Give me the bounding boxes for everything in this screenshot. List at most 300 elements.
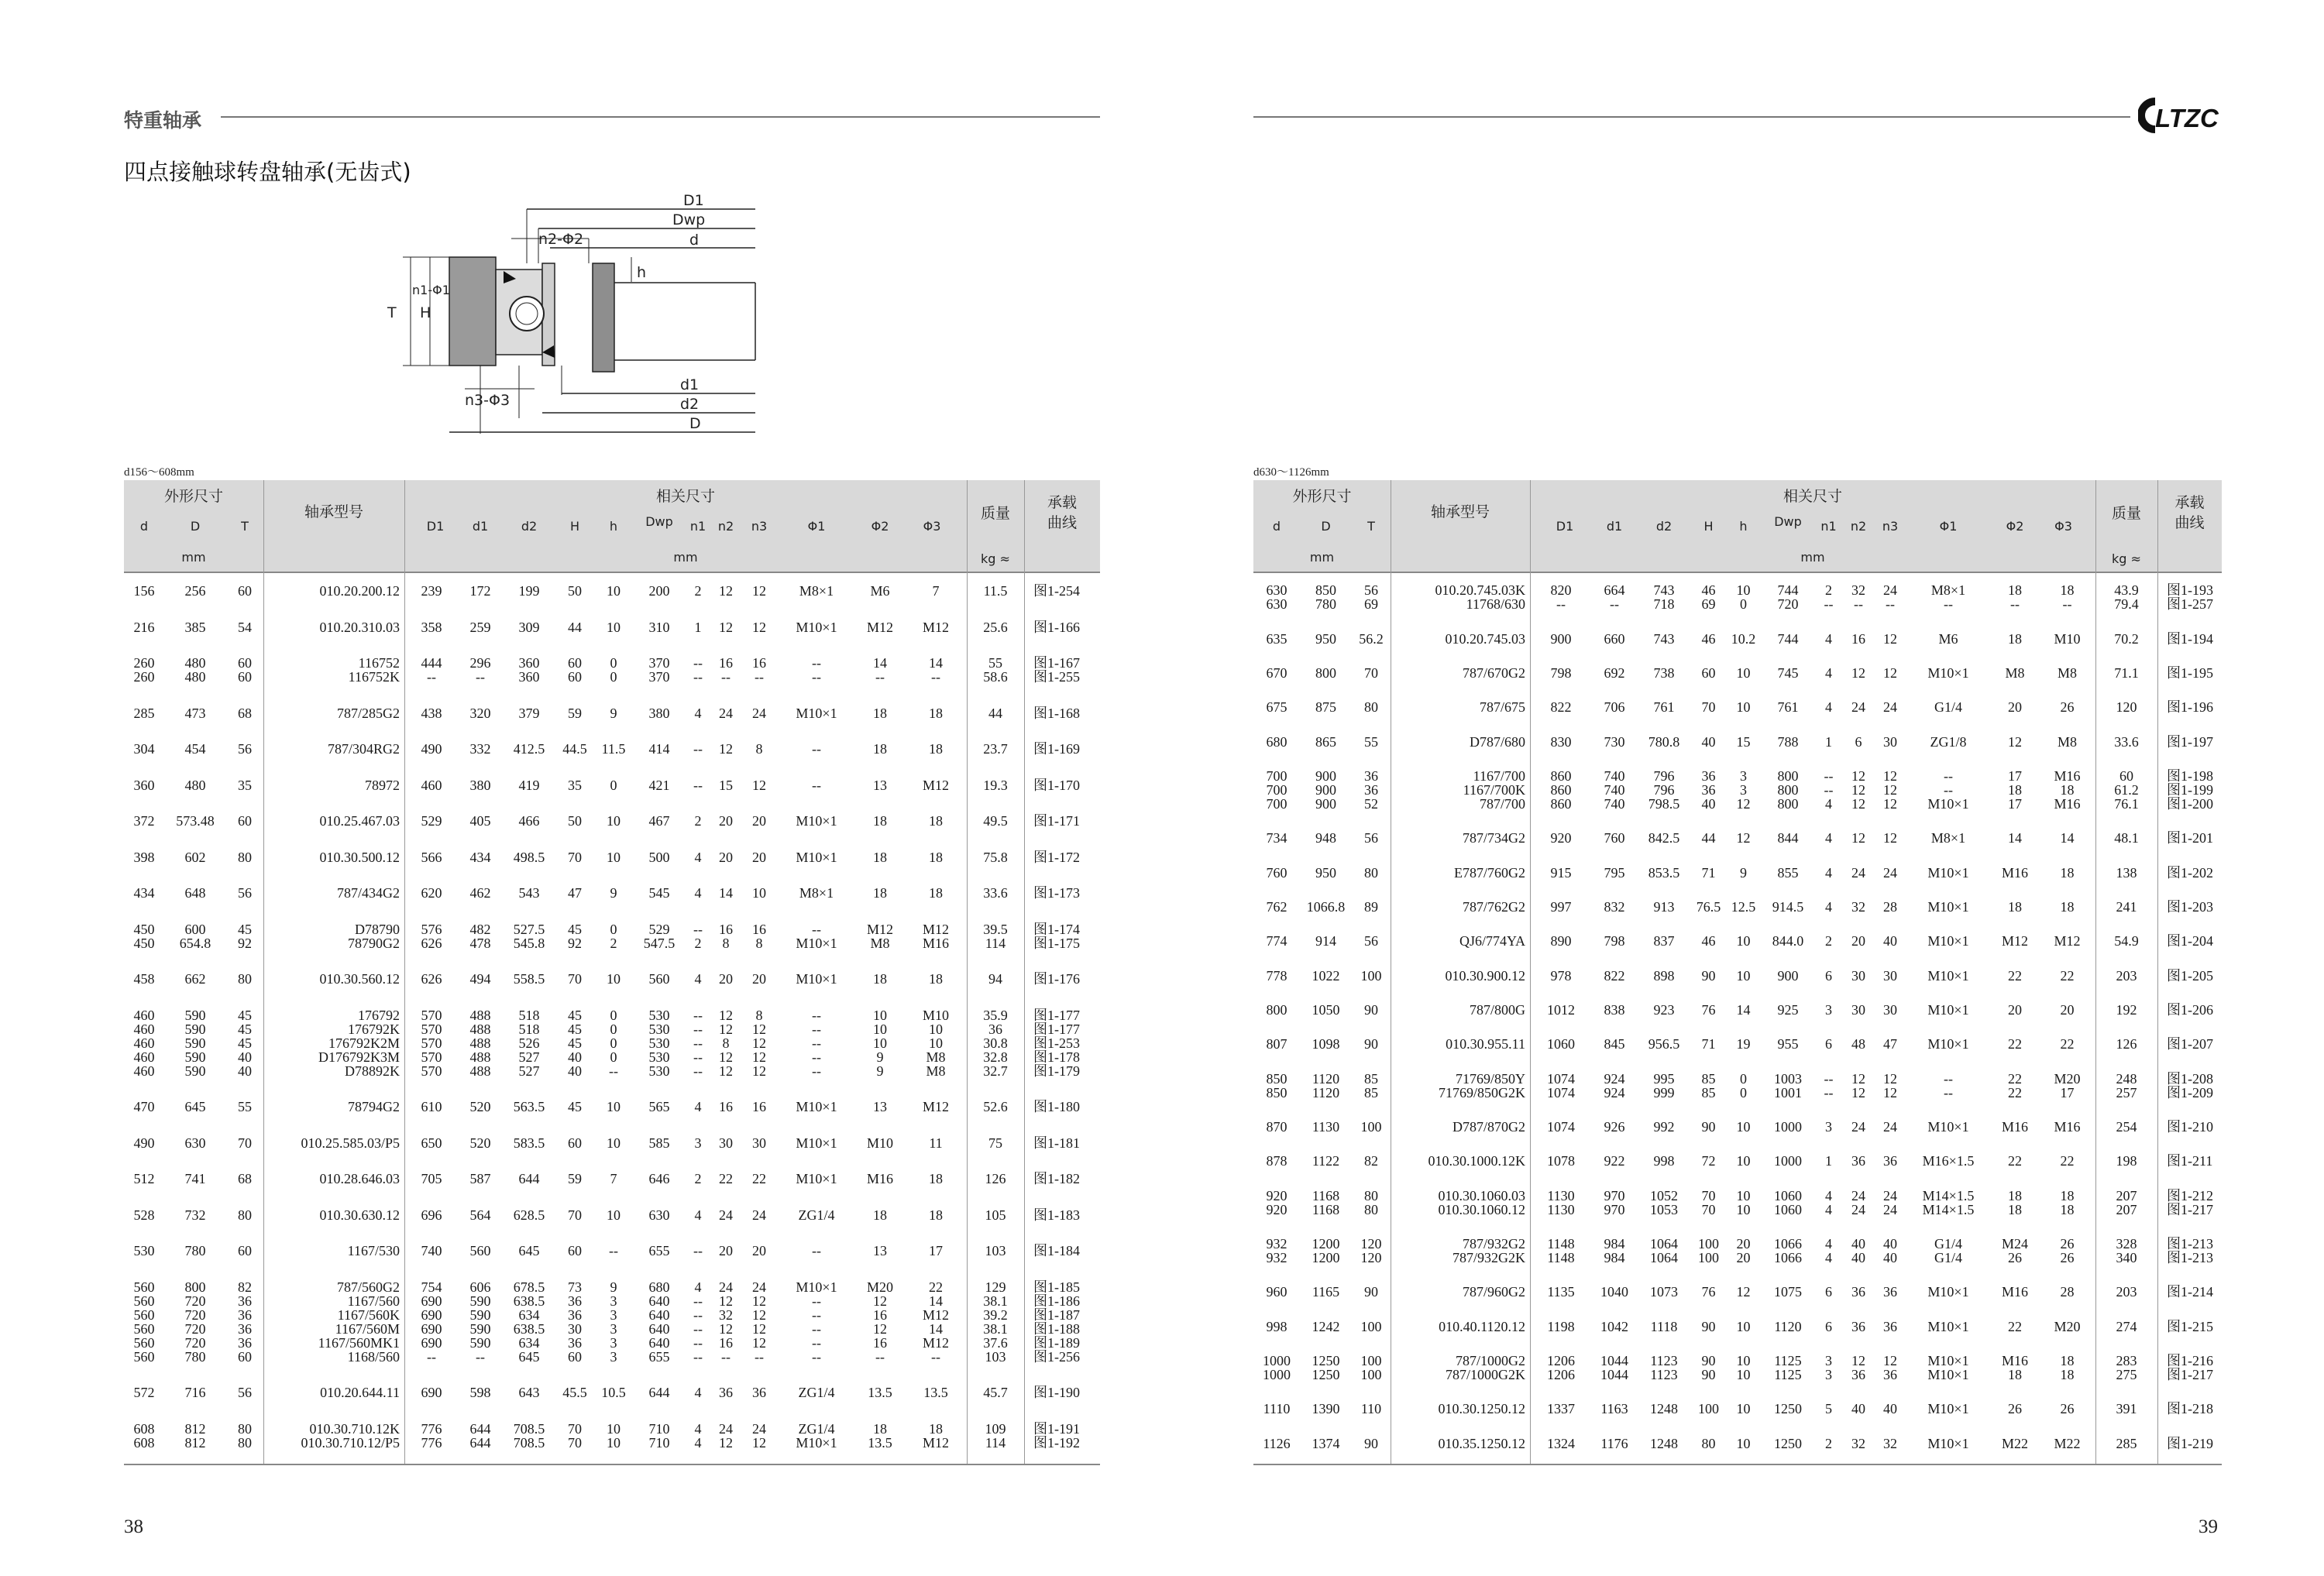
table-cell: 950: [1315, 864, 1336, 881]
table-cell: 878: [1266, 1153, 1287, 1169]
table-cell: ZG1/4: [798, 1207, 835, 1223]
table-cell: 4: [694, 1385, 702, 1401]
label-n1: n1-Φ1: [412, 283, 450, 297]
table-cell: 12 12 12: [1883, 767, 1897, 812]
table-cell: 421: [648, 777, 670, 793]
table-cell: 4: [694, 1099, 702, 1115]
table-cell: 1064 1064: [1650, 1236, 1678, 1266]
table-cell: 482 478: [469, 921, 491, 951]
left-table-bottom: [124, 1464, 1100, 1465]
table-cell: 662: [184, 971, 206, 987]
table-cell: 9: [1740, 864, 1747, 881]
table-cell: E787/760G2: [1454, 864, 1525, 881]
table-cell: 795: [1604, 864, 1625, 881]
table-cell: 11.5: [601, 741, 626, 757]
table-row: [124, 912, 1100, 962]
table-cell: 18: [2008, 898, 2022, 915]
right-unit-kg: kg ≈: [2112, 551, 2141, 566]
table-cell: 10: [607, 971, 621, 987]
table-cell: 800 800 800: [1777, 767, 1799, 812]
table-cell: 010.30.1000.12K: [1428, 1153, 1525, 1169]
table-cell: 434: [133, 885, 155, 901]
table-cell: 807: [1266, 1036, 1287, 1052]
left-data-table: [124, 573, 1100, 1461]
table-row: [124, 1125, 1100, 1162]
table-cell: 9: [610, 885, 617, 901]
table-cell: 865: [1315, 733, 1336, 750]
table-cell: 398: [133, 849, 155, 865]
table-cell: 100 100: [1698, 1236, 1719, 1266]
table-cell: 560: [469, 1243, 491, 1259]
table-cell: 26: [2060, 699, 2075, 716]
table-cell: 15: [1736, 733, 1751, 750]
table-cell: M20: [2054, 1318, 2081, 1334]
table-cell: 45 92: [568, 921, 582, 951]
table-cell: 1167/530: [347, 1243, 400, 1259]
table-cell: 530 530 530 530 530: [648, 1007, 670, 1079]
table-cell: 40: [1851, 1401, 1865, 1417]
table-cell: 图1-167 图1-255: [1033, 655, 1080, 685]
table-cell: M16: [2054, 1118, 2081, 1135]
table-cell: 图1-196: [2167, 699, 2213, 716]
table-cell: 10: [607, 1099, 621, 1115]
table-cell: 610: [421, 1099, 442, 1115]
left-unit-mm-2: mm: [673, 550, 698, 565]
table-cell: 199: [518, 583, 540, 599]
table-cell: 4: [1825, 630, 1832, 647]
table-cell: 1110: [1263, 1401, 1291, 1417]
table-cell: 7: [610, 1171, 617, 1187]
table-cell: 12: [752, 619, 766, 635]
table-cell: 22: [2008, 967, 2022, 984]
table-row: [124, 1411, 1100, 1461]
table-cell: 12: [1851, 664, 1865, 681]
table-cell: 1126: [1263, 1435, 1291, 1451]
table-cell: -- --: [1944, 1070, 1953, 1100]
table-cell: 467: [648, 813, 670, 829]
table-cell: 12: [752, 777, 766, 793]
table-cell: 998: [1653, 1153, 1675, 1169]
table-row: [1253, 1275, 2222, 1309]
table-cell: 48.1: [2114, 830, 2139, 846]
table-cell: 12: [752, 583, 766, 599]
table-cell: ZG1/8: [1930, 733, 1967, 750]
table-cell: M8: [2057, 664, 2077, 681]
table-cell: 583.5: [513, 1135, 545, 1151]
table-cell: 12: [1736, 830, 1751, 846]
table-cell: 203: [2116, 1284, 2137, 1300]
table-cell: 图1-216 图1-217: [2167, 1353, 2213, 1383]
table-cell: 10: [607, 849, 621, 865]
table-cell: 997: [1550, 898, 1572, 915]
table-cell: 70: [568, 971, 582, 987]
table-cell: 010.30.560.12: [319, 971, 400, 987]
table-cell: 138: [2116, 864, 2137, 881]
table-cell: 956.5: [1648, 1036, 1680, 1052]
table-cell: 图1-191 图1-192: [1033, 1420, 1080, 1451]
table-cell: 738: [1653, 664, 1675, 681]
table-cell: 24: [1851, 864, 1865, 881]
table-cell: 22: [2060, 1036, 2075, 1052]
table-cell: 787/670G2: [1463, 664, 1525, 681]
section-title: 特重轴承: [124, 109, 202, 132]
table-row: [124, 731, 1100, 767]
table-cell: 70: [1364, 664, 1378, 681]
table-row: [1253, 1392, 2222, 1426]
table-cell: 734: [1266, 830, 1287, 846]
table-cell: 520: [469, 1099, 491, 1115]
table-cell: 图1-203: [2167, 898, 2213, 915]
table-cell: 576 626: [421, 921, 442, 951]
table-cell: 207 207: [2116, 1187, 2137, 1217]
table-cell: 110: [1360, 1401, 1382, 1417]
table-cell: 图1-198 图1-199 图1-200: [2167, 767, 2213, 812]
table-cell: 1242: [1312, 1318, 1340, 1334]
table-cell: 图1-205: [2167, 967, 2213, 984]
table-cell: 5: [1825, 1401, 1832, 1417]
table-cell: 24 12: [752, 1420, 766, 1451]
table-cell: 320: [469, 705, 491, 721]
table-cell: 18: [873, 813, 887, 829]
table-cell: 26: [2008, 1401, 2022, 1417]
table-row: [1253, 1144, 2222, 1178]
table-cell: 10: [1736, 1118, 1751, 1135]
table-cell: 70.2: [2114, 630, 2139, 647]
table-cell: 740: [421, 1243, 442, 1259]
table-cell: 60: [1701, 664, 1716, 681]
table-cell: 494: [469, 971, 491, 987]
right-hdr-related: 相关尺寸: [1783, 488, 1842, 505]
table-cell: 12.5: [1731, 898, 1756, 915]
right-hdr-mass: 质量: [2111, 505, 2141, 522]
table-cell: 332: [469, 741, 491, 757]
table-cell: 10: [607, 813, 621, 829]
table-cell: 20: [719, 813, 733, 829]
table-cell: 256: [184, 583, 206, 599]
table-cell: 2: [694, 583, 702, 599]
table-cell: 370 370: [648, 655, 670, 685]
table-cell: 787/932G2 787/932G2K: [1452, 1236, 1525, 1266]
table-cell: 图1-193 图1-257: [2167, 582, 2213, 613]
table-cell: 16: [719, 1099, 733, 1115]
table-cell: 24 12 12 12 12 --: [752, 1279, 766, 1365]
table-cell: 1248: [1650, 1401, 1678, 1417]
table-cell: 40: [1883, 933, 1897, 949]
table-cell: M8×1: [799, 583, 834, 599]
table-cell: 32: [1883, 1435, 1897, 1451]
table-row: [1253, 656, 2222, 690]
table-cell: 80 80: [1364, 1187, 1378, 1217]
table-cell: 56: [238, 741, 252, 757]
table-cell: 56: [1364, 830, 1378, 846]
table-cell: 23.7: [983, 741, 1008, 757]
table-cell: 12: [1851, 830, 1865, 846]
left-hdr-related: 相关尺寸: [655, 488, 715, 505]
table-row: [124, 803, 1100, 840]
table-cell: 761: [1653, 699, 1675, 716]
table-cell: 3: [1825, 1118, 1832, 1135]
table-cell: 203: [2116, 967, 2137, 984]
table-cell: 4: [1825, 830, 1832, 846]
table-cell: 744 720: [1777, 582, 1799, 613]
table-cell: 24: [1883, 699, 1897, 716]
table-cell: 4 -- -- -- -- --: [693, 1279, 703, 1365]
table-cell: 488 488 488 488 488: [469, 1007, 491, 1079]
table-cell: --: [693, 1243, 703, 1259]
table-cell: 010.30.500.12: [319, 849, 400, 865]
table-cell: 12: [719, 741, 733, 757]
table-cell: 59: [568, 705, 582, 721]
table-cell: 296 --: [469, 655, 491, 685]
table-cell: 56: [238, 1385, 252, 1401]
table-cell: 17 18 17: [2008, 767, 2022, 812]
table-cell: 55: [238, 1099, 252, 1115]
table-cell: 754 690 690 690 690 --: [421, 1279, 442, 1365]
table-cell: 图1-210: [2167, 1118, 2213, 1135]
table-cell: 923: [1653, 1001, 1675, 1018]
table-cell: 4: [1825, 864, 1832, 881]
table-cell: 762: [1266, 898, 1287, 915]
table-cell: 010.30.900.12: [1445, 967, 1525, 984]
table-cell: 743: [1653, 630, 1675, 647]
table-cell: 20: [752, 971, 766, 987]
table-cell: 309: [518, 619, 540, 635]
table-cell: 18: [929, 849, 943, 865]
table-cell: 644: [648, 1385, 670, 1401]
table-cell: 192: [2116, 1001, 2137, 1018]
table-row: [1253, 759, 2222, 821]
table-cell: 24: [719, 705, 733, 721]
table-cell: 787/960G2: [1463, 1284, 1525, 1300]
table-cell: 16: [1851, 630, 1865, 647]
table-cell: 1148 1148: [1547, 1236, 1575, 1266]
table-cell: 743 718: [1653, 582, 1675, 613]
table-cell: 385: [184, 619, 206, 635]
table-cell: 28: [1883, 898, 1897, 915]
table-cell: 18: [929, 813, 943, 829]
table-cell: 1: [1825, 1153, 1832, 1169]
table-cell: 010.30.710.12K 010.30.710.12/P5: [301, 1420, 400, 1451]
table-cell: 14 --: [873, 655, 887, 685]
table-cell: 4: [694, 705, 702, 721]
table-cell: 1250 1250: [1312, 1353, 1340, 1383]
table-cell: D78790 78790G2: [348, 921, 400, 951]
table-cell: M10×1: [1927, 1036, 1969, 1052]
table-cell: 645: [184, 1099, 206, 1115]
table-cell: 30: [752, 1135, 766, 1151]
table-cell: M8: [2057, 733, 2077, 750]
table-cell: 1066 1066: [1774, 1236, 1802, 1266]
table-cell: 4: [1825, 699, 1832, 716]
table-cell: 1: [1825, 733, 1832, 750]
table-row: [124, 1161, 1100, 1197]
table-cell: 16 8: [752, 921, 766, 951]
table-cell: 90: [1364, 1001, 1378, 1018]
table-cell: 图1-254: [1033, 583, 1080, 599]
table-cell: 1074 1074: [1547, 1070, 1575, 1100]
table-cell: 1120: [1774, 1318, 1802, 1334]
table-cell: 1123 1123: [1650, 1353, 1678, 1383]
table-cell: 16 --: [752, 655, 766, 685]
table-cell: 18: [873, 741, 887, 757]
table-cell: 60: [238, 1243, 252, 1259]
table-cell: 24: [1883, 1118, 1897, 1135]
table-cell: 图1-202: [2167, 864, 2213, 881]
table-cell: 30: [1851, 967, 1865, 984]
table-cell: 010.20.644.11: [320, 1385, 400, 1401]
table-cell: 109 114: [985, 1420, 1006, 1451]
table-row: [1253, 1061, 2222, 1109]
table-cell: 4 4: [1825, 1187, 1832, 1217]
table-cell: 6: [1825, 1036, 1832, 1052]
table-cell: 010.30.1060.03 010.30.1060.12: [1438, 1187, 1525, 1217]
svg-text:LTZC: LTZC: [2155, 104, 2219, 132]
table-cell: 60: [238, 813, 252, 829]
table-cell: 80 80: [238, 1420, 252, 1451]
table-cell: 1066.8: [1306, 898, 1346, 915]
table-cell: 8 12 12 12 12: [752, 1007, 766, 1079]
table-cell: 18 13.5: [868, 1420, 892, 1451]
table-cell: 644: [518, 1171, 540, 1187]
table-row: [1253, 1227, 2222, 1275]
table-cell: -- 2: [693, 921, 703, 951]
table-cell: 1060 1060: [1774, 1187, 1802, 1217]
table-cell: --: [693, 777, 703, 793]
table-cell: 76: [1701, 1284, 1716, 1300]
table-row: [1253, 621, 2222, 655]
table-cell: 010.25.467.03: [319, 813, 400, 829]
table-cell: 18 18: [2008, 1187, 2022, 1217]
table-cell: 760: [1604, 830, 1625, 846]
table-cell: 46: [1701, 933, 1716, 949]
table-cell: 36: [1883, 1153, 1897, 1169]
table-cell: 17: [929, 1243, 943, 1259]
table-cell: 12: [1883, 830, 1897, 846]
table-row: [1253, 1110, 2222, 1144]
table-cell: M20 12 16 12 16 --: [866, 1279, 893, 1365]
table-cell: 36: [1851, 1284, 1865, 1300]
table-cell: 1122: [1312, 1153, 1340, 1169]
table-cell: 837: [1653, 933, 1675, 949]
table-cell: 1165: [1312, 1284, 1340, 1300]
table-cell: 1198: [1547, 1318, 1575, 1334]
table-cell: 52.6: [983, 1099, 1008, 1115]
header-rule-right: [1253, 116, 2130, 118]
table-cell: 590 590 590 590 590: [184, 1007, 206, 1079]
table-cell: 24 12: [719, 1420, 733, 1451]
table-cell: 4 4: [1825, 1236, 1832, 1266]
table-cell: -- -- 4: [1824, 767, 1834, 812]
table-cell: M16: [2001, 1284, 2028, 1300]
table-row: [1253, 993, 2222, 1027]
table-cell: 80: [238, 1207, 252, 1223]
table-cell: 100: [1698, 1401, 1719, 1417]
left-hdr-curve2: 曲线: [1047, 514, 1077, 531]
table-cell: 50: [568, 583, 582, 599]
table-cell: 13: [873, 1243, 887, 1259]
table-cell: M24 26: [2001, 1236, 2028, 1266]
table-cell: 16: [752, 1099, 766, 1115]
label-Dwp: Dwp: [672, 211, 706, 228]
table-cell: 30: [719, 1135, 733, 1151]
table-cell: 20: [752, 849, 766, 865]
table-cell: 30: [1883, 1001, 1897, 1018]
table-cell: 100: [1360, 1318, 1382, 1334]
table-cell: M10×1: [796, 971, 837, 987]
table-cell: 010.20.310.03: [319, 619, 400, 635]
table-cell: 54.9: [2114, 933, 2139, 949]
table-cell: 832: [1604, 898, 1625, 915]
table-cell: M12: [2001, 933, 2028, 949]
table-cell: 50: [568, 813, 582, 829]
table-cell: 010.28.646.03: [319, 1171, 400, 1187]
table-cell: M20 17: [2054, 1070, 2081, 1100]
table-cell: 391: [2116, 1401, 2137, 1417]
table-row: [1253, 958, 2222, 992]
table-cell: 156: [133, 583, 155, 599]
table-cell: 1248: [1650, 1435, 1678, 1451]
table-cell: 241: [2116, 898, 2137, 915]
table-cell: M16: [2001, 1118, 2028, 1135]
left-hdr-curve1: 承载: [1047, 494, 1077, 511]
table-cell: 920: [1550, 830, 1572, 846]
table-cell: -- M10×1: [796, 921, 837, 951]
table-cell: 692: [1604, 664, 1625, 681]
table-cell: 995 999: [1653, 1070, 1675, 1100]
table-cell: 216: [133, 619, 155, 635]
left-unit-kg: kg ≈: [981, 551, 1010, 566]
table-cell: 434: [469, 849, 491, 865]
table-cell: 360: [133, 777, 155, 793]
table-cell: 412.5: [513, 741, 545, 757]
table-cell: 198: [2116, 1153, 2137, 1169]
table-cell: 900: [1777, 967, 1799, 984]
table-cell: 图1-212 图1-217: [2167, 1187, 2213, 1217]
table-cell: M8: [2005, 664, 2025, 681]
table-cell: 图1-213 图1-213: [2167, 1236, 2213, 1266]
table-cell: 40 40: [1851, 1236, 1865, 1266]
table-cell: M12 M16: [922, 921, 949, 951]
table-cell: M10×1: [1927, 1001, 1969, 1018]
table-cell: M10×1: [796, 1099, 837, 1115]
table-cell: 图1-177 图1-177 图1-253 图1-178 图1-179: [1033, 1007, 1080, 1079]
table-cell: 1135: [1547, 1284, 1575, 1300]
table-cell: 798: [1604, 933, 1625, 949]
page-title: 四点接触球转盘轴承(无齿式): [124, 159, 411, 185]
table-cell: 1074: [1547, 1118, 1575, 1135]
table-cell: 380: [469, 777, 491, 793]
table-cell: 630: [648, 1207, 670, 1223]
table-cell: M16×1.5: [1922, 1153, 1975, 1169]
table-cell: 90: [1364, 1036, 1378, 1052]
table-cell: --: [812, 741, 821, 757]
table-cell: 740 740 740: [1604, 767, 1625, 812]
table-cell: 36: [1883, 1318, 1897, 1334]
table-cell: 744: [1777, 630, 1799, 647]
table-cell: 774: [1266, 933, 1287, 949]
table-cell: 10 10: [1736, 1353, 1751, 1383]
table-cell: 20: [2060, 1001, 2075, 1018]
table-cell: 853.5: [1648, 864, 1680, 881]
table-cell: 76.5: [1696, 898, 1721, 915]
table-cell: 870: [1266, 1118, 1287, 1135]
table-cell: 图1-172: [1033, 849, 1080, 865]
table-cell: 图1-169: [1033, 741, 1080, 757]
table-cell: 72: [1701, 1153, 1716, 1169]
table-cell: 20: [2008, 699, 2022, 716]
table-cell: 678.5 638.5 634 638.5 634 645: [513, 1279, 545, 1365]
table-cell: 68: [238, 1171, 252, 1187]
